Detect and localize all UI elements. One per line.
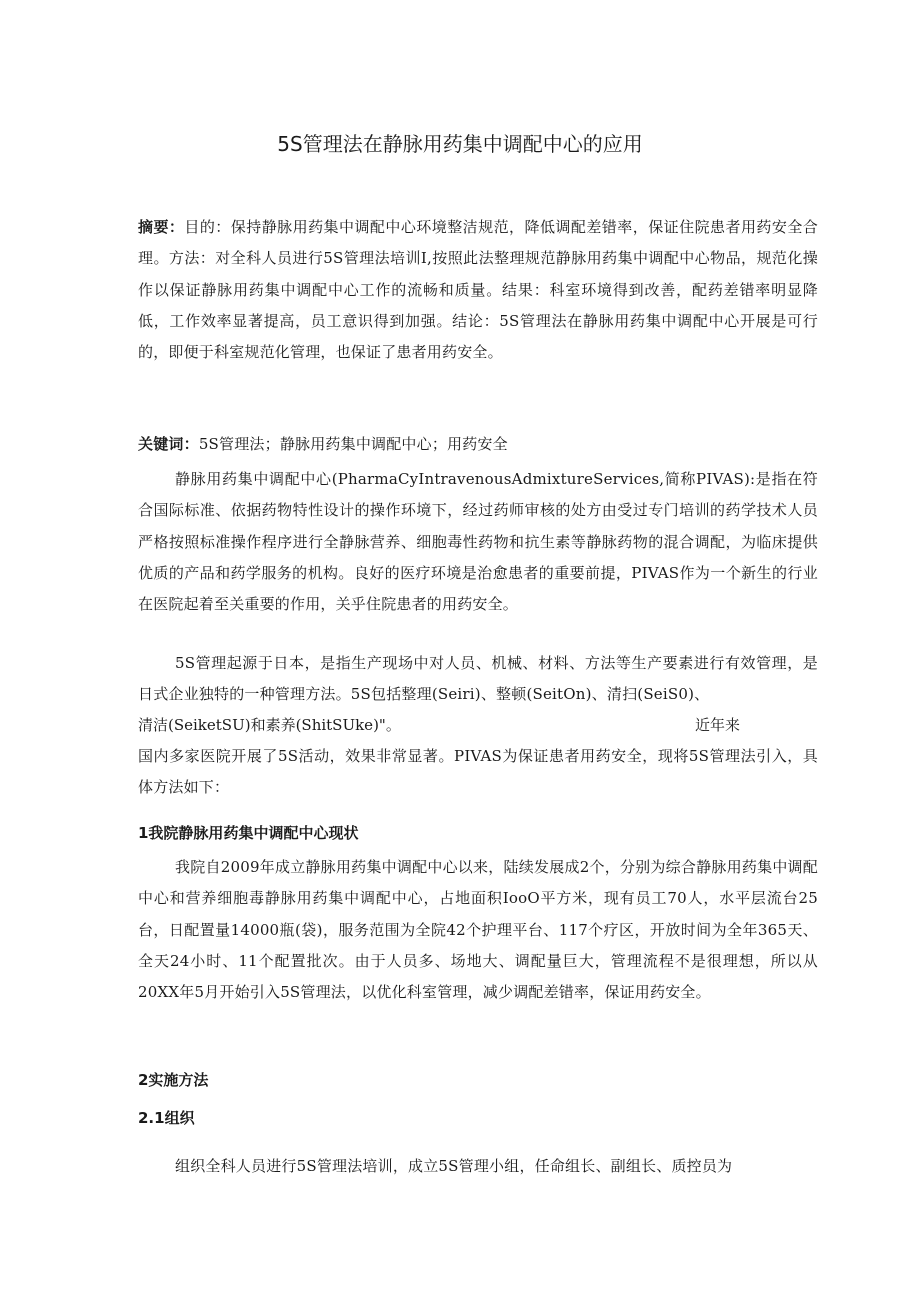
abstract-paragraph — [138, 212, 818, 368]
section-2-heading: 2实施方法 — [138, 1071, 209, 1089]
abstract-text: 目的：保持静脉用药集中调配中心环境整洁规范，降低调配差错率，保证住院患者用药安全合理。方法：对全科人员进行5S管理法培训I,按照此法整理规范静脉用药集中调配中心物品，规范化操作以保证静脉用药集中调配中心工作的流畅和质量。结果：科室环境得到改善，配药差错率明显降低，工作效率显著提高，员工意识得到加强。结论：5S管理法在静脉用药集中调配中心开展是可行的，即便于科室规范化管理，也保证了患者用药安全。 — [138, 218, 818, 362]
intro-paragraph-2-rest: 国内多家医院开展了5S活动，效果非常显著。PIVAS为保证患者用药安全，现将5S管理法引入，具体方法如下： — [138, 747, 818, 797]
keywords-label: 关键词： — [138, 435, 199, 453]
keywords-paragraph — [138, 429, 818, 460]
keywords-text: 5S管理法；静脉用药集中调配中心；用药安全 — [198, 435, 508, 453]
section-2-1-heading: 2.1组织 — [138, 1109, 195, 1127]
intro-paragraph-2-line3: 清洁(SeiketSU)和素养(ShitSUke)"。 — [138, 716, 401, 734]
intro-paragraph-1: 静脉用药集中调配中心(PharmaCyIntravenousAdmixtureServices,简称PIVAS):是指在符合国际标准、依据药物特性设计的操作环境下，经过药师审核的处方由受过专门培训的药学技术人员严格按照标准操作程序进行全静脉营养、细胞毒性药物和抗生素等静脉药物的混合调配，为临床提供优质的产品和药学服务的机构。良好的医疗环境是治愈患者的重要前提，PIVAS作为一个新生的行业在医院起着至关重要的作用，关乎住院患者的用药安全。 — [138, 470, 818, 614]
section-2-1-paragraph: 组织全科人员进行5S管理法培训，成立5S管理小组，任命组长、副组长、质控员为 — [175, 1157, 733, 1175]
section-1-heading: 1我院静脉用药集中调配中心现状 — [138, 824, 359, 842]
intro-paragraph-2: 5S管理起源于日本，是指生产现场中对人员、机械、材料、方法等生产要素进行有效管理，是日式企业独特的一种管理方法。5S包括整理(Seiri)、整顿(SeitOn)、清扫(SeiS0)、 — [138, 654, 818, 704]
section-1-paragraph: 我院自2009年成立静脉用药集中调配中心以来，陆续发展成2个，分别为综合静脉用药集中调配中心和营养细胞毒静脉用药集中调配中心，占地面积IooO平方米，现有员工70人，水平层流台25台，日配置量14000瓶(袋)，服务范围为全院42个护理平台、117个疗区，开放时间为全年365天、全天24小时、11个配置批次。由于人员多、场地大、调配量巨大，管理流程不是很理想，所以从20XX年5月开始引入5S管理法，以优化科室管理，减少调配差错率，保证用药安全。 — [138, 858, 818, 1002]
abstract-label: 摘要： — [138, 218, 185, 236]
page-title: 5S管理法在静脉用药集中调配中心的应用 — [277, 132, 643, 156]
intro-paragraph-2-tail: 近年来 — [695, 716, 741, 734]
